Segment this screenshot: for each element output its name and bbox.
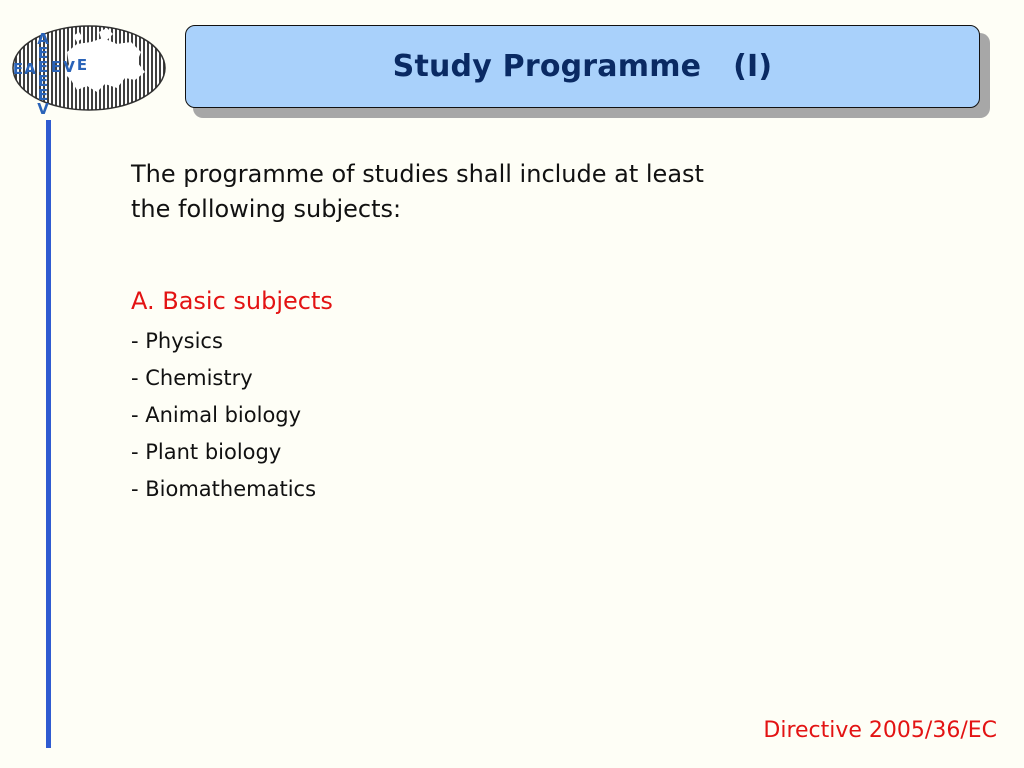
directive-reference: Directive 2005/36/EC bbox=[763, 718, 997, 743]
logo-letter: V bbox=[63, 58, 75, 76]
logo-letter: E bbox=[37, 86, 49, 104]
logo-letter: E bbox=[37, 58, 49, 76]
logo-letter: A bbox=[37, 30, 49, 48]
logo-letter: A bbox=[24, 60, 36, 78]
eaeve-logo-icon bbox=[7, 22, 167, 114]
list-item: - Animal biology bbox=[131, 403, 302, 427]
logo-letter: E bbox=[37, 72, 49, 90]
eaeve-logo bbox=[7, 22, 167, 114]
list-item: - Physics bbox=[131, 329, 223, 353]
intro-line: the following subjects: bbox=[131, 195, 402, 223]
logo-letter: V bbox=[37, 100, 49, 114]
intro-line: The programme of studies shall include at least bbox=[131, 160, 704, 188]
title-box bbox=[185, 25, 980, 108]
logo-letter: E bbox=[12, 60, 24, 78]
vertical-divider bbox=[46, 120, 51, 748]
logo-letter: E bbox=[50, 58, 62, 76]
intro-paragraph bbox=[131, 157, 851, 227]
list-item: - Plant biology bbox=[131, 440, 282, 464]
slide-title: Study Programme (I) bbox=[392, 49, 773, 84]
subject-list bbox=[131, 323, 316, 508]
list-item: - Biomathematics bbox=[131, 477, 317, 501]
list-item: - Chemistry bbox=[131, 366, 253, 390]
logo-letter: E bbox=[37, 44, 49, 62]
logo-letter: E bbox=[76, 56, 88, 74]
section-heading: A. Basic subjects bbox=[131, 287, 333, 315]
